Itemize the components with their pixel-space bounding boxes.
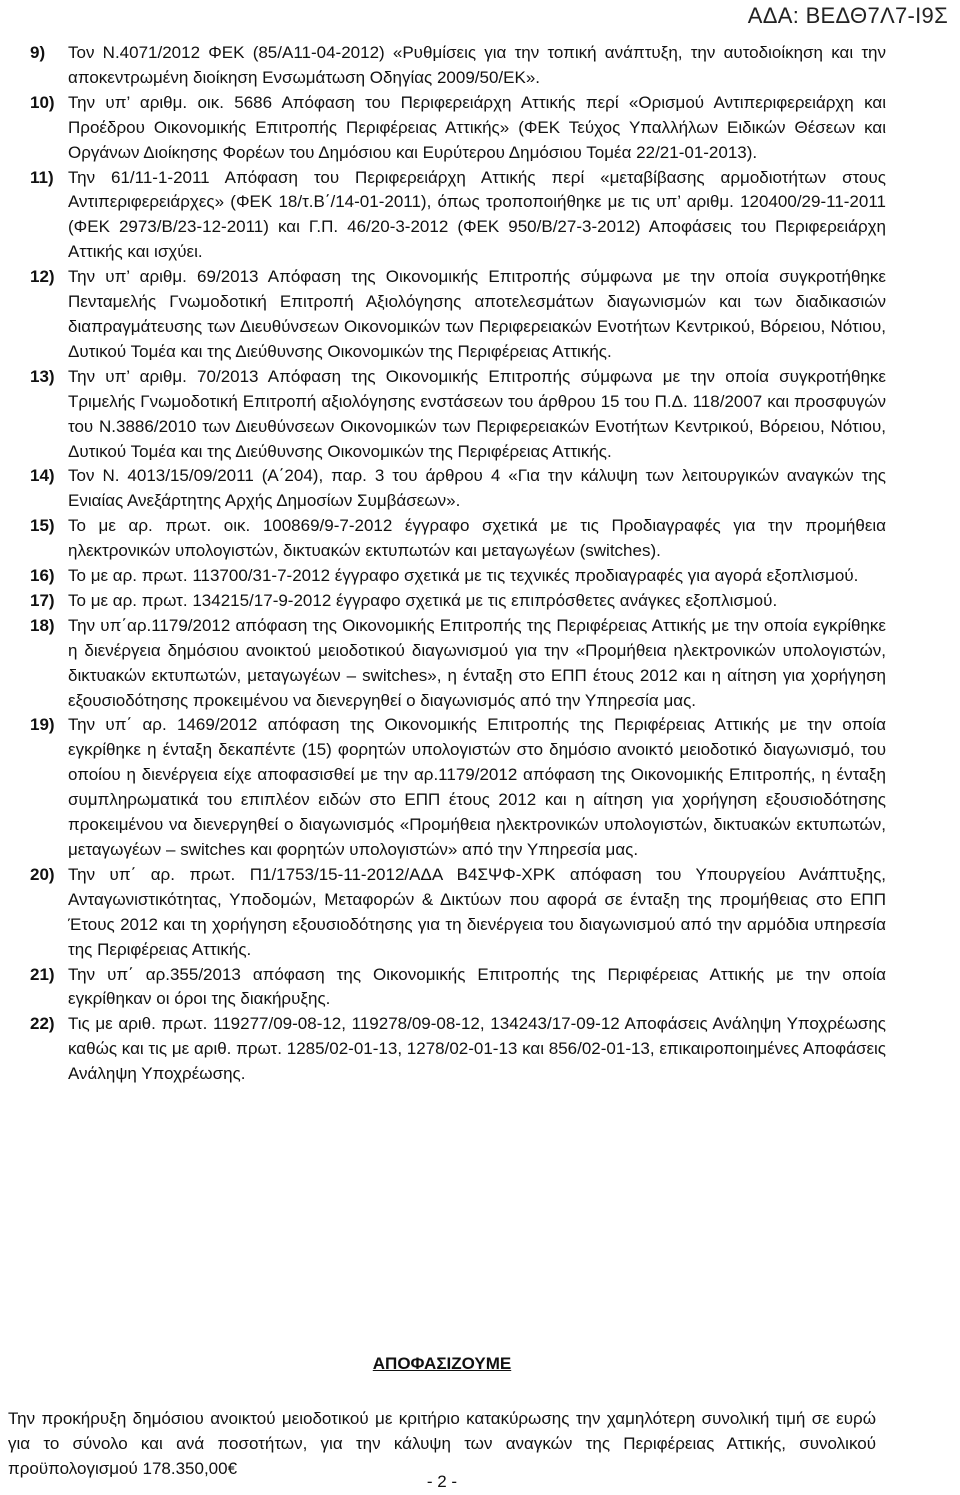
item-number: 18) (30, 615, 55, 635)
list-item (30, 514, 886, 564)
item-text: Τον Ν.4071/2012 ΦΕΚ (85/Α11-04-2012) «Ρυθμίσεις για την τοπική ανάπτυξη, την αυτοδιοίκηση και την αποκεντρωμένη διοίκηση Ενσωμάτωση Οδηγίας 2009/50/ΕΚ». (68, 43, 886, 87)
item-text: Την υπ’ αριθμ. 69/2013 Απόφαση της Οικονομικής Επιτροπής σύμφωνα με την οποία συγκροτήθηκε Πενταμελής Γνωμοδοτική Επιτροπή Αξιολόγησης αποτελεσμάτων διαγωνισμών και των διαδικασιών διαπραγμάτευσης των Διευθύνσεων Οικονομικών των Περιφερειακών Ενοτήτων Κεντρικού, Βόρειου, Νότιου, Δυτικού Τομέα και της Διεύθυνσης Οικονομικών της Περιφέρειας Αττικής. (68, 267, 886, 361)
item-number: 9) (30, 43, 46, 62)
legal-basis-list (30, 41, 886, 1087)
list-item (30, 41, 886, 91)
item-number: 11) (30, 167, 54, 187)
item-text: Την υπ΄αρ.1179/2012 απόφαση της Οικονομικής Επιτροπής της Περιφέρειας Αττικής με την οποία εγκρίθηκε η διενέργεια δημόσιου ανοικτού μειοδοτικού διαγωνισμού για την «Προμήθεια ηλεκτρονικών υπολογιστών, δικτυακών εκτυπωτών, μεταγωγέων – switches», η ένταξη στο ΕΠΠ έτους 2012 και η αίτηση για χορήγηση εξουσιοδότησης προκειμένου να διενεργηθεί ο διαγωνισμός από την Υπηρεσία μας. (68, 615, 886, 710)
item-number: 17) (30, 590, 55, 610)
item-number: 14) (30, 466, 55, 486)
list-item (30, 713, 886, 862)
list-item (30, 464, 886, 514)
item-text: Την υπ΄ αρ.355/2013 απόφαση της Οικονομικής Επιτροπής της Περιφέρειας Αττικής με την οποία εγκρίθηκαν οι όροι της διακήρυξης. (68, 964, 886, 1009)
item-text: Τις με αριθ. πρωτ. 119277/09-08-12, 119278/09-08-12, 134243/17-09-12 Αποφάσεις Ανάληψη Υποχρέωσης καθώς και τις με αριθ. πρωτ. 1285/02-01-13, 1278/02-01-13 και 856/02-01-13, επικαιροποιημένες Αποφάσεις Ανάληψη Υποχρέωσης. (68, 1014, 886, 1084)
list-item (30, 564, 886, 589)
item-number: 22) (30, 1014, 55, 1034)
item-text: Το με αρ. πρωτ. 113700/31-7-2012 έγγραφο σχετικά με τις τεχνικές προδιαγραφές για αγορά εξοπλισμού. (68, 566, 859, 586)
list-item (30, 166, 886, 266)
item-number: 15) (30, 516, 55, 536)
item-number: 19) (30, 715, 55, 735)
item-text: Το με αρ. πρωτ. οικ. 100869/9-7-2012 έγγραφο σχετικά με τις Προδιαγραφές για την προμήθεια ηλεκτρονικών υπολογιστών, δικτυακών εκτυπωτών και μεταγωγέων (switches). (68, 516, 886, 561)
list-item (30, 614, 886, 714)
item-text: Την 61/11-1-2011 Απόφαση του Περιφερειάρχη Αττικής περί «μεταβίβασης αρμοδιοτήτων στους Αντιπεριφερειάρχες» (ΦΕΚ 18/τ.Β΄/14-01-2011), όπως τροποποιήθηκε με τις υπ’ αριθμ. 120400/29-11-2011 (ΦΕΚ 2973/Β/23-12-2011) και Γ.Π. 46/20-3-2012 (ΦΕΚ 950/Β/27-3-2012) Αποφάσεις του Περιφερειάρχη Αττικής και ισχύει. (68, 167, 886, 262)
list-item (30, 589, 886, 614)
item-number: 13) (30, 366, 55, 386)
final-paragraph: Την προκήρυξη δημόσιου ανοικτού μειοδοτικού με κριτήριο κατακύρωσης την χαμηλότερη συνολική τιμή σε ευρώ για το σύνολο και ανά ποσοτήτων, για την κάλυψη των αναγκών της Περιφέρειας Αττικής, συνολικού προϋπολογισμού 178.350,00€ (8, 1409, 876, 1478)
item-number: 21) (30, 964, 55, 984)
item-text: Την υπ΄ αρ. πρωτ. Π1/1753/15-11-2012/ΑΔΑ Β4ΣΨΦ-ΧΡΚ απόφαση του Υπουργείου Ανάπτυξης, Ανταγωνιστικότητας, Υποδομών, Μεταφορών & Δικτύων που αφορά σε ένταξη της προμήθειας στο ΕΠΠ Έτους 2012 και τη χορήγηση εξουσιοδότησης για τη διενέργεια του διαγωνισμού από την αρμόδια υπηρεσία της Περιφέρειας Αττικής. (68, 864, 886, 959)
item-number: 12) (30, 267, 55, 287)
page-number: - 2 - (426, 1472, 458, 1491)
item-number: 10) (30, 92, 55, 112)
list-item (30, 91, 886, 166)
list-item (30, 365, 886, 465)
item-text: Την υπ΄ αρ. 1469/2012 απόφαση της Οικονομικής Επιτροπής της Περιφέρειας Αττικής με την οποία εγκρίθηκε η ένταξη δεκαπέντε (15) φορητών υπολογιστών στο δημόσιο ανοικτό μειοδοτικό διαγωνισμό, του οποίου η διενέργεια είχε αποφασισθεί με την αρ.1179/2012 απόφαση της Οικονομικής Επιτροπής, η ένταξη συμπληρωματικά του επιπλέον ειδών στο ΕΠΠ έτους 2012 και η αίτηση για χορήγηση εξουσιοδότησης προκειμένου να διενεργηθεί ο διαγωνισμός «Προμήθεια ηλεκτρονικών υπολογιστών, δικτυακών εκτυπωτών, μεταγωγέων – switches και φορητών υπολογιστών» από την Υπηρεσία μας. (68, 715, 886, 859)
item-number: 16) (30, 566, 55, 586)
list-item (30, 863, 886, 963)
list-item (30, 1012, 886, 1087)
item-text: Την υπ’ αριθμ. 70/2013 Απόφαση της Οικονομικής Επιτροπής σύμφωνα με την οποία συγκροτήθηκε Τριμελής Γνωμοδοτική Επιτροπή αξιολόγησης ενστάσεων του άρθρου 15 του Π.Δ. 118/2007 και προσφυγών του Ν.3886/2010 των Διευθύνσεων Οικονομικών των Περιφερειακών Ενοτήτων Κεντρικού, Βόρειου, Νότιου, Δυτικού Τομέα και της Διεύθυνσης Οικονομικών της Περιφέρειας Αττικής. (68, 366, 886, 461)
ada-code: ΑΔΑ: ΒΕΔΘ7Λ7-Ι9Σ (747, 3, 948, 28)
decision-heading: ΑΠΟΦΑΣΙΖΟΥΜΕ (372, 1354, 512, 1373)
item-text: Την υπ’ αριθμ. οικ. 5686 Απόφαση του Περιφερειάρχη Αττικής περί «Ορισμού Αντιπεριφερειάρχη και Προέδρου Οικονομικής Επιτροπής Περιφέρειας Αττικής» (ΦΕΚ Τεύχος Υπαλλήλων Ειδικών Θέσεων και Οργάνων Διοίκησης Φορέων του Δημόσιου και Ευρύτερου Δημόσιου Τομέα 22/21-01-2013). (68, 92, 886, 162)
item-text: Τον Ν. 4013/15/09/2011 (Α΄204), παρ. 3 του άρθρου 4 «Για την κάλυψη των λειτουργικών αναγκών της Ενιαίας Ανεξάρτητης Αρχής Δημοσίων Συμβάσεων». (68, 466, 886, 511)
item-text: Το με αρ. πρωτ. 134215/17-9-2012 έγγραφο σχετικά με τις επιπρόσθετες ανάγκες εξοπλισμού. (68, 590, 778, 610)
item-number: 20) (30, 864, 55, 884)
list-item (30, 963, 886, 1013)
list-item (30, 265, 886, 365)
